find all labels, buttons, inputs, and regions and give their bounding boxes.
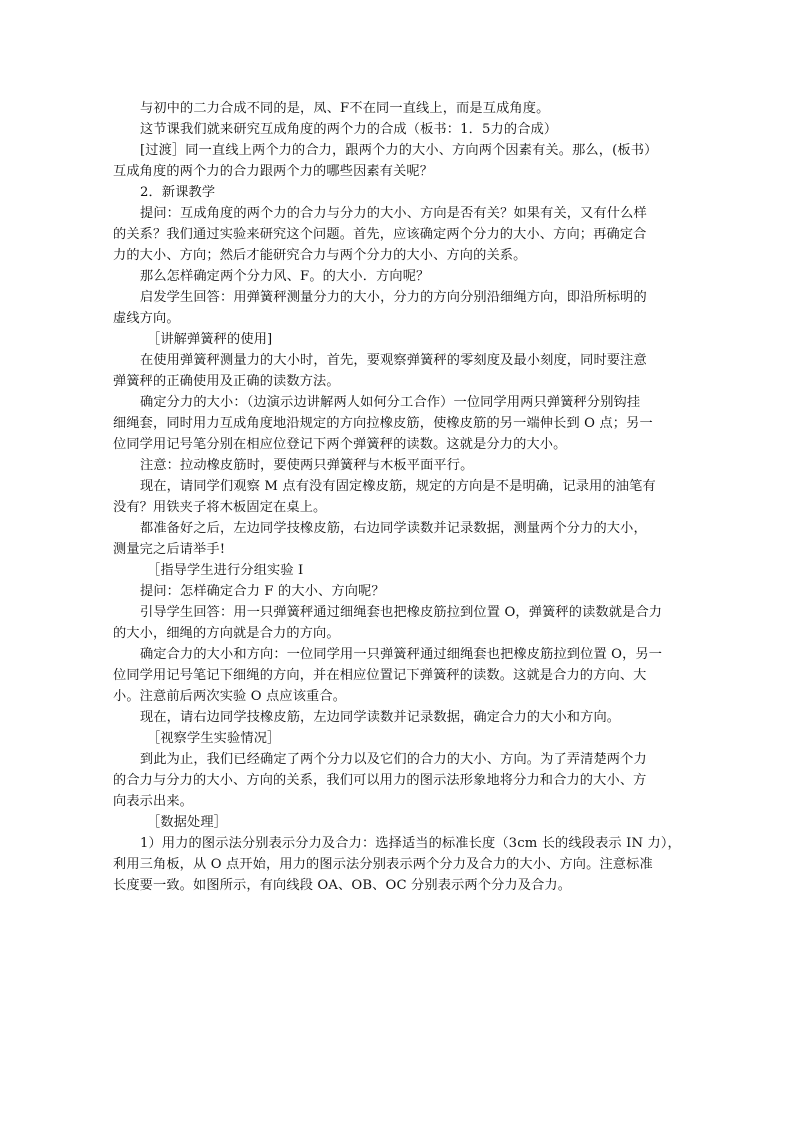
- text-line: 位同学用记号笔记下细绳的方向，并在相应位置记下弹簧秤的读数。这就是合力的方向、大: [113, 668, 647, 683]
- text-line: 确定分力的大小：（边演示边讲解两人如何分工合作）一位同学用两只弹簧秤分别钩挂: [140, 395, 641, 410]
- text-line: 的大小，细绳的方向就是合力的方向。: [113, 626, 340, 641]
- text-line: 提问：怎样确定合力 F 的大小、方向呢？: [140, 584, 385, 599]
- text-line: 互成角度的两个力的合力跟两个力的哪些因素有关呢？: [113, 164, 434, 179]
- text-line: 那么怎样确定两个分力风、F。的大小．方向呢？: [140, 269, 430, 284]
- text-line: 向表示出来。: [113, 794, 194, 809]
- text-line: 细绳套，同时用力互成角度地沿规定的方向拉橡皮筋，使橡皮筋的另一端伸长到 O 点；另一: [113, 416, 653, 431]
- text-line: 位同学用记号笔分别在相应位登记下两个弹簧秤的读数。这就是分力的大小。: [113, 437, 567, 452]
- text-line: 与初中的二力合成不同的是，凤、F不在同一直线上，而是互成角度。: [140, 101, 550, 116]
- text-line: 没有？用铁夹子将木板固定在桌上。: [113, 500, 327, 515]
- text-line: 确定合力的大小和方向：一位同学用一只弹簧秤通过细绳套也把橡皮筋拉到位置 O，另一: [140, 647, 663, 662]
- text-line: 注意：拉动橡皮筋时，要使两只弹簧秤与木板平面平行。: [140, 458, 474, 473]
- text-line: 引导学生回答：用一只弹簧秤通过细绳套也把橡皮筋拉到位置 O，弹簧秤的读数就是合力: [140, 605, 663, 620]
- document-body: [113, 98, 683, 896]
- text-line: 都准备好之后，左边同学技橡皮筋，右边同学读数并记录数据，测量两个分力的大小，: [140, 521, 647, 536]
- text-line: 现在，请同学们观察 M 点有没有固定橡皮筋，规定的方向是不是明确，记录用的油笔有: [140, 479, 656, 494]
- text-line: 提问：互成角度的两个力的合力与分力的大小、方向是否有关？如果有关，又有什么样: [140, 206, 647, 221]
- text-line: 的关系？我们通过实验来研究这个问题。首先，应该确定两个分力的大小、方向；再确定合: [113, 227, 647, 242]
- text-line: 的合力与分力的大小、方向的关系，我们可以用力的图示法形象地将分力和合力的大小、方: [113, 773, 647, 788]
- text-line: 力的大小、方向；然后才能研究合力与两个分力的大小、方向的关系。: [113, 248, 527, 263]
- text-line: 虚线方向。: [113, 311, 180, 326]
- text-line: ［讲解弹簧秤的使用]: [147, 332, 273, 347]
- text-line: 这节课我们就来研究互成角度的两个力的合成（板书：1．5力的合成）: [140, 122, 558, 137]
- text-line: ［数据处理］: [147, 815, 228, 830]
- text-line: 在使用弹簧秤测量力的大小时，首先，要观察弹簧秤的零刻度及最小刻度，同时要注意: [140, 353, 647, 368]
- text-line: ［视察学生实验情况］: [147, 731, 281, 746]
- text-line: 启发学生回答：用弹簧秤测量分力的大小，分力的方向分别沿细绳方向，即沿所标明的: [140, 290, 647, 305]
- text-line: ［指导学生进行分组实验 I: [147, 563, 304, 578]
- text-line: [过渡］同一直线上两个力的合力，跟两个力的大小、方向两个因素有关。那么，(板书）: [140, 143, 658, 158]
- text-line: 1）用力的图示法分别表示分力及合力：选择适当的标准长度（3cm 长的线段表示 IN 力），: [140, 836, 681, 851]
- text-line: 现在，请右边同学技橡皮筋，左边同学读数并记录数据，确定合力的大小和方向。: [140, 710, 621, 725]
- text-line: 到此为止，我们已经确定了两个分力以及它们的合力的大小、方向。为了弄清楚两个力: [140, 752, 647, 767]
- text-line: 弹簧秤的正确使用及正确的读数方法。: [113, 374, 340, 389]
- text-line: 长度要一致。如图所示，有向线段 OA、OB、OC 分别表示两个分力及合力。: [113, 878, 572, 893]
- text-line: 2．新课教学: [140, 185, 216, 200]
- text-line: 利用三角板，从 O 点开始，用力的图示法分别表示两个分力及合力的大小、方向。注意标准: [113, 857, 653, 872]
- text-line: 小。注意前后两次实验 O 点应该重合。: [113, 689, 347, 704]
- text-line: 测量完之后请举手!: [113, 542, 226, 557]
